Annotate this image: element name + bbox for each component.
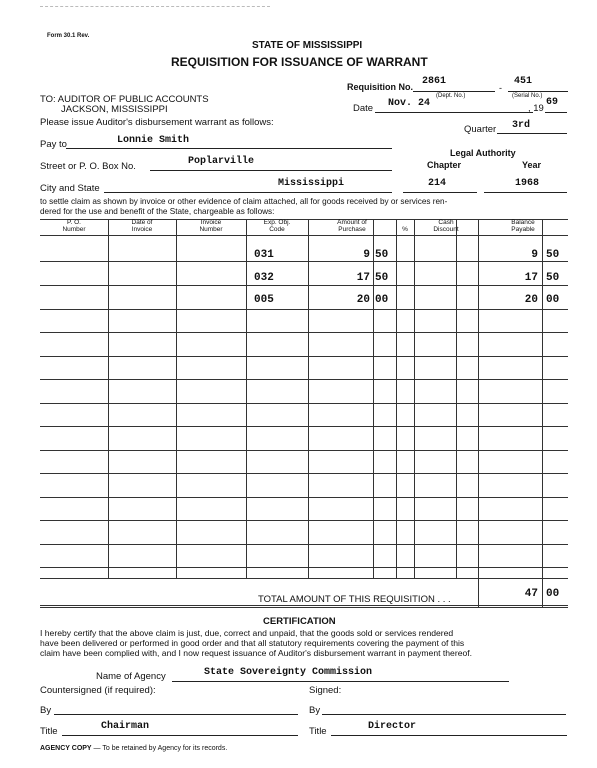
requisition-label: Requisition No. [347, 82, 413, 92]
col-line-8 [456, 219, 457, 578]
header-date-invoice: Date of Invoice [131, 219, 153, 233]
street-label: Street or P. O. Box No. [40, 161, 136, 172]
state-heading: STATE OF MISSISSIPPI [252, 40, 363, 51]
settle-text-2: dered for the use and benefit of the State, chargeable as follows: [40, 207, 275, 216]
chapter-value: 214 [428, 178, 447, 189]
total-dollars: 47 [524, 588, 538, 600]
pay-to-line [66, 148, 392, 149]
header-cash-discount: Cash Discount [433, 219, 459, 233]
street-line [150, 170, 392, 171]
charges-table [40, 219, 568, 607]
chapter-label: Chapter [427, 160, 462, 170]
row1-balance-dollars: 9 [531, 249, 538, 261]
table-bottom-double-1 [40, 605, 568, 606]
title-right-value: Director [368, 721, 417, 732]
row3-code: 005 [254, 294, 274, 306]
city-line [104, 192, 392, 193]
dept-no-line [413, 91, 495, 92]
form-title: REQUISITION FOR ISSUANCE OF WARRANT [171, 55, 428, 69]
col-line-2 [176, 219, 177, 578]
signed-label: Signed: [309, 685, 342, 696]
agency-line [172, 681, 509, 682]
col-line-4 [308, 219, 309, 578]
city-value: Mississippi [278, 178, 345, 189]
row-line-5 [40, 356, 568, 357]
col-line-3 [246, 219, 247, 578]
row1-code: 031 [254, 249, 274, 261]
title-left-value: Chairman [101, 721, 150, 732]
legal-authority-label: Legal Authority [450, 148, 516, 158]
row2-amount-dollars: 17 [356, 272, 370, 284]
agency-label: Name of Agency [96, 671, 166, 682]
legal-year-value: 1968 [515, 178, 540, 189]
col-line-10 [542, 219, 543, 607]
row3-amount-dollars: 20 [356, 294, 370, 306]
header-exp-obj-code: Exp. Obj. Code [263, 219, 291, 233]
by-right-label: By [309, 705, 321, 716]
col-line-5 [373, 219, 374, 578]
agency-copy-rest: — To be retained by Agency for its records. [91, 745, 228, 752]
row-line-8 [40, 426, 568, 427]
top-scan-marks [40, 6, 270, 7]
certification-text-1: I hereby certify that the above claim is just, due, correct and unpaid, that the goods sold or services rendered [40, 628, 454, 638]
row-line-10 [40, 473, 568, 474]
title-right-line [331, 735, 567, 736]
header-amount: Amount of Purchase [337, 219, 367, 233]
by-left-line [54, 714, 298, 715]
header-balance: Balance Payable [511, 219, 535, 233]
chapter-line [403, 192, 477, 193]
row2-amount-cents: 50 [375, 272, 389, 284]
row1-amount-dollars: 9 [363, 249, 370, 261]
year-prefix: , 19 [528, 103, 544, 114]
row-line-15 [40, 578, 568, 579]
quarter-label: Quarter [464, 124, 497, 135]
year-column-label: Year [522, 160, 542, 170]
countersigned-label: Countersigned (if required): [40, 685, 156, 696]
row-line-7 [40, 403, 568, 404]
header-percent: % [402, 226, 408, 233]
by-right-line [322, 714, 566, 715]
dept-no-value: 2861 [422, 76, 447, 87]
to-line-2: JACKSON, MISSISSIPPI [61, 104, 168, 115]
col-line-9 [478, 219, 479, 607]
row-line-3 [40, 309, 568, 310]
row2-balance-cents: 50 [546, 272, 560, 284]
serial-no-value: 451 [514, 76, 533, 87]
legal-year-line [484, 192, 567, 193]
row-line-13 [40, 544, 568, 545]
row-line-12 [40, 520, 568, 521]
by-left-label: By [40, 705, 52, 716]
certification-title: CERTIFICATION [263, 616, 336, 627]
form-number: Form 30.1 Rev. [47, 33, 90, 39]
row3-balance-cents: 00 [546, 294, 560, 306]
title-left-label: Title [40, 726, 58, 737]
to-line-1: TO: AUDITOR OF PUBLIC ACCOUNTS [40, 94, 209, 105]
col-line-1 [108, 219, 109, 578]
header-po-number: P. O. Number [62, 219, 86, 233]
row-line-0 [40, 235, 568, 236]
date-label: Date [353, 103, 374, 114]
serial-no-caption: (Serial No.) [512, 93, 543, 99]
certification-text-3: claim have been complied with, and I now request issuance of Auditor's disbursement warrant in payment thereof. [40, 648, 473, 658]
row2-code: 032 [254, 272, 274, 284]
row3-balance-dollars: 20 [524, 294, 538, 306]
total-label: TOTAL AMOUNT OF THIS REQUISITION . . . [258, 594, 451, 605]
header-invoice-number: Invoice Number [199, 219, 223, 233]
row-line-14 [40, 567, 568, 568]
col-line-6 [396, 219, 397, 578]
row-line-2 [40, 285, 568, 286]
serial-no-line [508, 91, 568, 92]
table-bottom-double-2 [40, 607, 568, 608]
certification-text-2: have been delivered or performed in good order and that all statutory requirements covering the payment of this [40, 638, 465, 648]
total-cents: 00 [546, 588, 560, 600]
date-value: Nov. 24 [388, 98, 431, 109]
year-value: 69 [546, 97, 559, 108]
col-line-7 [414, 219, 415, 578]
title-right-label: Title [309, 726, 327, 737]
row-line-6 [40, 379, 568, 380]
date-line [375, 112, 533, 113]
row-line-4 [40, 332, 568, 333]
title-left-line [62, 735, 298, 736]
please-issue: Please issue Auditor's disbursement warrant as follows: [40, 117, 274, 128]
quarter-line [497, 133, 567, 134]
row1-amount-cents: 50 [375, 249, 389, 261]
row-line-11 [40, 497, 568, 498]
row-line-1 [40, 261, 568, 262]
row3-amount-cents: 00 [375, 294, 389, 306]
row-line-9 [40, 450, 568, 451]
dept-no-caption: (Dept. No.) [436, 93, 466, 99]
quarter-value: 3rd [512, 120, 531, 131]
agency-copy-note [40, 745, 227, 752]
year-line [545, 112, 567, 113]
pay-to-label: Pay to [40, 139, 67, 150]
agency-value: State Sovereignty Commission [204, 667, 373, 678]
pay-to-value: Lonnie Smith [117, 135, 190, 146]
dash: - [499, 83, 502, 93]
street-value: Poplarville [188, 156, 255, 167]
row2-balance-dollars: 17 [524, 272, 538, 284]
agency-copy-bold: AGENCY COPY [40, 745, 92, 752]
city-label: City and State [40, 183, 100, 194]
row1-balance-cents: 50 [546, 249, 560, 261]
settle-text-1: to settle claim as shown by invoice or other evidence of claim attached, all for goods received by or services ren- [40, 197, 448, 206]
